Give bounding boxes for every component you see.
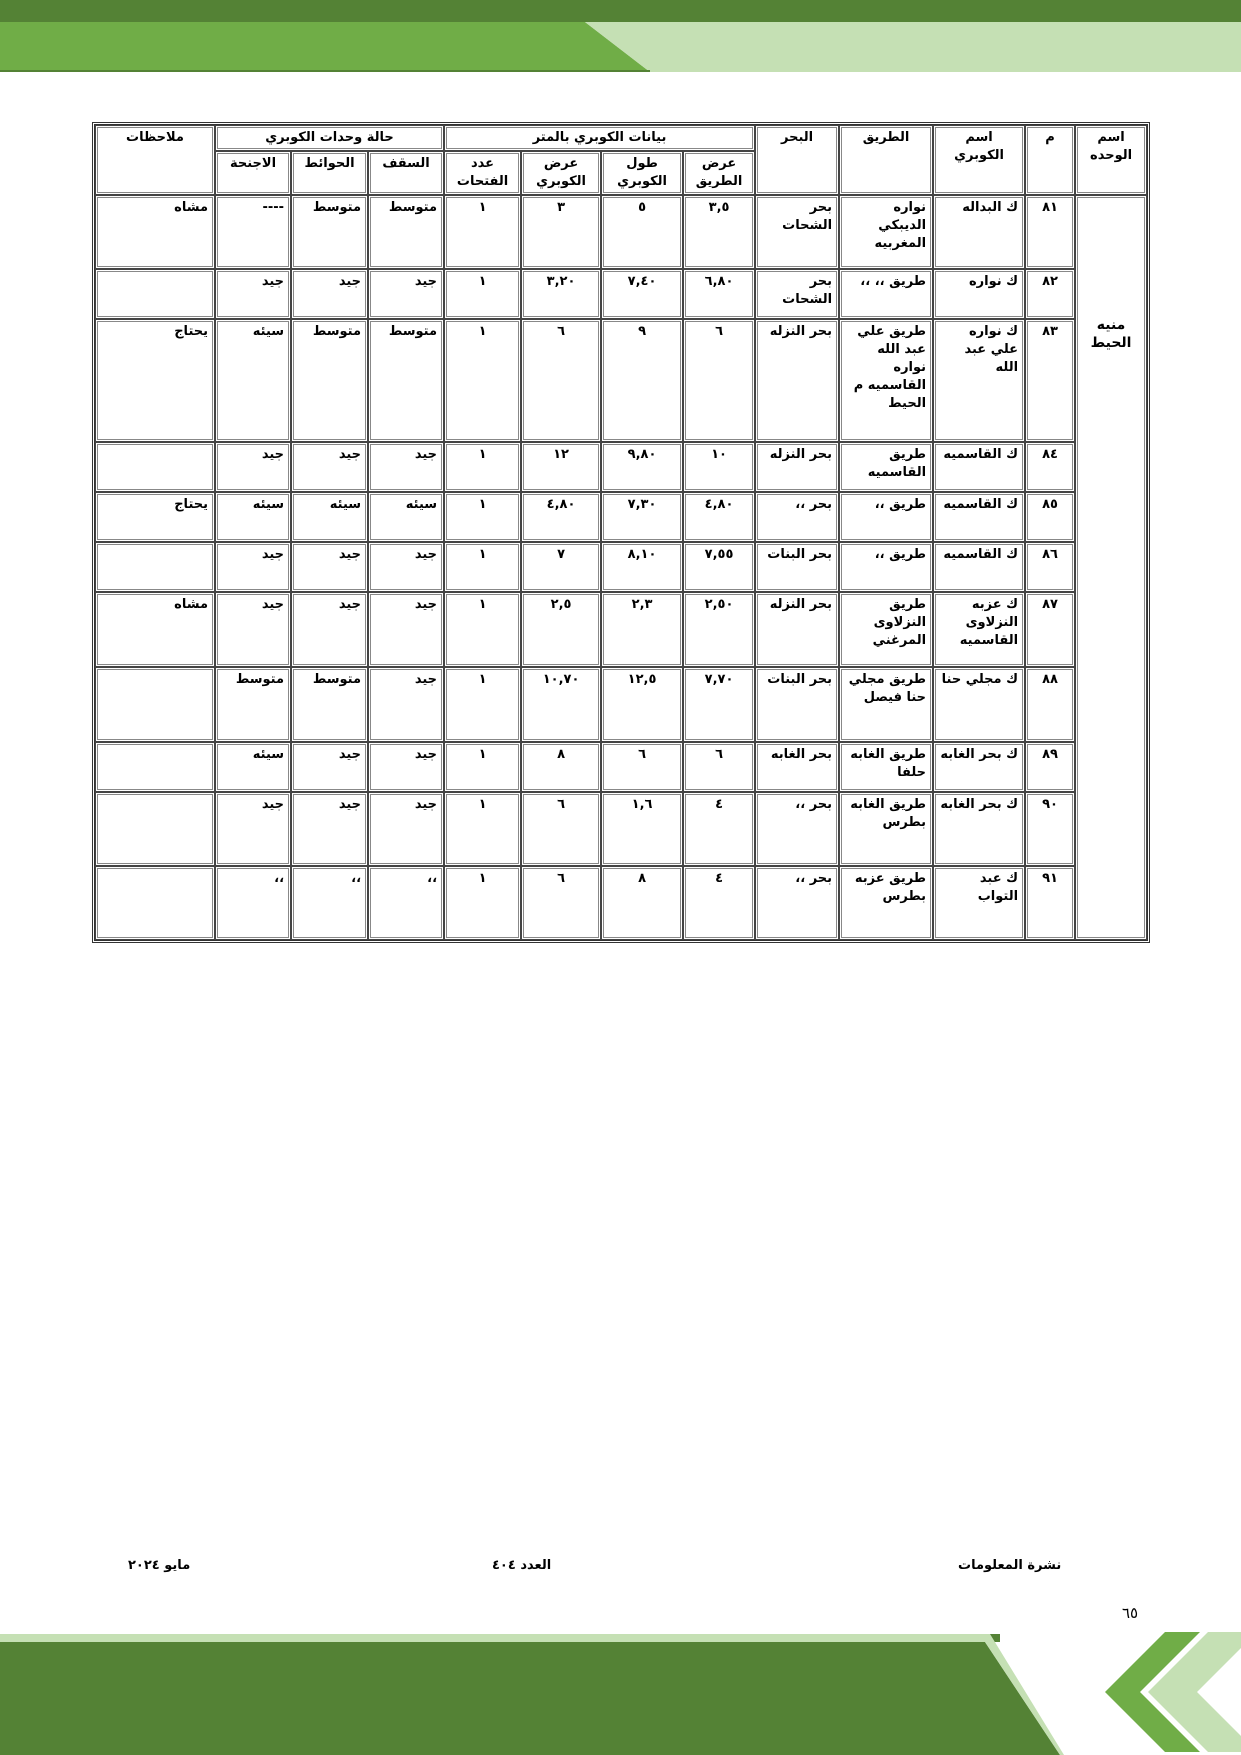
cell-road: طريق ،، (839, 542, 933, 592)
cell-ceiling: جيد (368, 269, 444, 319)
cell-bridge-width: ١٠,٧٠ (521, 667, 601, 742)
cell-ceiling: متوسط (368, 195, 444, 269)
cell-bridge-width: ١٢ (521, 442, 601, 492)
cell-bridge-length: ٢,٣ (601, 592, 683, 667)
cell-name: ك بحر الغابه (933, 742, 1025, 792)
table-row (95, 269, 1147, 319)
cell-wings: جيد (215, 269, 291, 319)
cell-notes (95, 866, 215, 940)
cell-road: طريق ،، ،، (839, 269, 933, 319)
cell-sea: بحر البنات (755, 542, 839, 592)
cell-openings: ١ (444, 792, 521, 866)
header-road: الطريق (839, 125, 933, 195)
cell-bridge-length: ٦ (601, 742, 683, 792)
cell-openings: ١ (444, 866, 521, 940)
cell-ceiling: جيد (368, 442, 444, 492)
cell-bridge-length: ١٢,٥ (601, 667, 683, 742)
cell-wings: جيد (215, 592, 291, 667)
cell-bridge-width: ٦ (521, 792, 601, 866)
cell-m: ٨٤ (1025, 442, 1075, 492)
cell-name: ك عزبه النزلاوى القاسميه (933, 592, 1025, 667)
cell-road-width: ٧,٧٠ (683, 667, 755, 742)
cell-notes: مشاه (95, 195, 215, 269)
cell-sea: بحر ،، (755, 792, 839, 866)
cell-bridge-length: ١,٦ (601, 792, 683, 866)
cell-bridge-width: ٣,٢٠ (521, 269, 601, 319)
header-group-state: حالة وحدات الكوبري (215, 125, 444, 151)
table-row (95, 492, 1147, 542)
cell-ceiling: سيئه (368, 492, 444, 542)
cell-road: طريق النزلاوى المرغني (839, 592, 933, 667)
header-group-data: بيانات الكوبري بالمتر (444, 125, 755, 151)
footer-issue: العدد ٤٠٤ (492, 1558, 552, 1573)
cell-notes: مشاه (95, 592, 215, 667)
cell-bridge-width: ٣ (521, 195, 601, 269)
cell-wings: ---- (215, 195, 291, 269)
cell-bridge-length: ٨ (601, 866, 683, 940)
cell-road: طريق عزبه بطرس (839, 866, 933, 940)
cell-openings: ١ (444, 269, 521, 319)
cell-road: طريق القاسميه (839, 442, 933, 492)
cell-bridge-length: ٥ (601, 195, 683, 269)
page-number: ٦٥ (1122, 1604, 1139, 1622)
cell-walls: متوسط (291, 319, 368, 442)
cell-road-width: ٦ (683, 319, 755, 442)
cell-walls: جيد (291, 442, 368, 492)
cell-road-width: ٧,٥٥ (683, 542, 755, 592)
header-banner (0, 0, 1241, 74)
cell-notes (95, 442, 215, 492)
header-ceiling: السقف (368, 151, 444, 195)
cell-notes (95, 269, 215, 319)
cell-ceiling: متوسط (368, 319, 444, 442)
cell-openings: ١ (444, 542, 521, 592)
header-bridge-width: عرض الكوبري (521, 151, 601, 195)
cell-m: ٨٣ (1025, 319, 1075, 442)
cell-ceiling: جيد (368, 792, 444, 866)
cell-road-width: ٢,٥٠ (683, 592, 755, 667)
cell-road-width: ٤ (683, 792, 755, 866)
cell-bridge-length: ٧,٤٠ (601, 269, 683, 319)
cell-road-width: ٤,٨٠ (683, 492, 755, 542)
cell-m: ٨٥ (1025, 492, 1075, 542)
header-wings: الاجنحة (215, 151, 291, 195)
cell-wings: جيد (215, 792, 291, 866)
cell-notes (95, 667, 215, 742)
cell-openings: ١ (444, 195, 521, 269)
cell-m: ٨٦ (1025, 542, 1075, 592)
table-row (95, 542, 1147, 592)
table-row (95, 742, 1147, 792)
cell-name: ك عبد التواب (933, 866, 1025, 940)
cell-ceiling: جيد (368, 542, 444, 592)
cell-wings: جيد (215, 442, 291, 492)
cell-sea: بحر النزله (755, 442, 839, 492)
cell-sea: بحر ،، (755, 866, 839, 940)
cell-walls: متوسط (291, 667, 368, 742)
cell-bridge-length: ٩ (601, 319, 683, 442)
cell-name: ك القاسميه (933, 492, 1025, 542)
footer-date: مايو ٢٠٢٤ (128, 1558, 191, 1573)
cell-sea: بحر البنات (755, 667, 839, 742)
cell-sea: بحر النزله (755, 319, 839, 442)
cell-sea: بحر النزله (755, 592, 839, 667)
cell-openings: ١ (444, 319, 521, 442)
cell-road: طريق الغابه بطرس (839, 792, 933, 866)
cell-wings: سيئه (215, 742, 291, 792)
cell-road-width: ٣,٥ (683, 195, 755, 269)
cell-m: ٨١ (1025, 195, 1075, 269)
cell-walls: جيد (291, 542, 368, 592)
cell-name: ك بحر الغابه (933, 792, 1025, 866)
cell-walls: متوسط (291, 195, 368, 269)
table-row (95, 667, 1147, 742)
cell-bridge-length: ٩,٨٠ (601, 442, 683, 492)
cell-bridge-width: ٦ (521, 319, 601, 442)
bridges-table (92, 122, 1150, 943)
cell-road-width: ٦,٨٠ (683, 269, 755, 319)
cell-road: طريق علي عبد الله نواره القاسميه م الحيط (839, 319, 933, 442)
footer-publication: نشرة المعلومات (958, 1558, 1062, 1573)
cell-wings: متوسط (215, 667, 291, 742)
cell-notes (95, 792, 215, 866)
cell-bridge-width: ٢,٥ (521, 592, 601, 667)
cell-name: ك البداله (933, 195, 1025, 269)
cell-openings: ١ (444, 442, 521, 492)
cell-name: ك نواره علي عبد الله (933, 319, 1025, 442)
table-row (95, 195, 1147, 269)
table-row (95, 866, 1147, 940)
table-row (95, 442, 1147, 492)
cell-name: ك القاسميه (933, 442, 1025, 492)
cell-name: ك القاسميه (933, 542, 1025, 592)
cell-walls: جيد (291, 592, 368, 667)
cell-ceiling: جيد (368, 742, 444, 792)
cell-sea: بحر الشحات (755, 269, 839, 319)
table-row (95, 792, 1147, 866)
cell-walls: ،، (291, 866, 368, 940)
cell-bridge-width: ٦ (521, 866, 601, 940)
cell-ceiling: جيد (368, 667, 444, 742)
cell-walls: سيئه (291, 492, 368, 542)
cell-road-width: ٤ (683, 866, 755, 940)
cell-road-width: ١٠ (683, 442, 755, 492)
cell-road-width: ٦ (683, 742, 755, 792)
cell-walls: جيد (291, 742, 368, 792)
cell-road: طريق الغابه حلفا (839, 742, 933, 792)
cell-bridge-length: ٨,١٠ (601, 542, 683, 592)
cell-bridge-width: ٧ (521, 542, 601, 592)
cell-notes: يحتاج (95, 492, 215, 542)
cell-bridge-length: ٧,٣٠ (601, 492, 683, 542)
cell-road: طريق ،، (839, 492, 933, 542)
footer-banner (0, 1630, 1241, 1755)
cell-ceiling: جيد (368, 592, 444, 667)
cell-m: ٨٩ (1025, 742, 1075, 792)
cell-name: ك مجلي حنا (933, 667, 1025, 742)
cell-m: ٩١ (1025, 866, 1075, 940)
cell-notes (95, 542, 215, 592)
cell-wings: سيئه (215, 492, 291, 542)
cell-walls: جيد (291, 792, 368, 866)
cell-sea: بحر الغابه (755, 742, 839, 792)
cell-openings: ١ (444, 742, 521, 792)
cell-m: ٨٧ (1025, 592, 1075, 667)
cell-openings: ١ (444, 667, 521, 742)
header-bridge-name: اسم الكوبري (933, 125, 1025, 195)
cell-road: نواره الديبكي المغربيه (839, 195, 933, 269)
header-walls: الحوائط (291, 151, 368, 195)
header-road-width: عرض الطريق (683, 151, 755, 195)
cell-openings: ١ (444, 492, 521, 542)
cell-notes: يحتاج (95, 319, 215, 442)
cell-road: طريق مجلي حنا فيصل (839, 667, 933, 742)
header-sea: البحر (755, 125, 839, 195)
header-unit: اسم الوحده (1075, 125, 1147, 195)
cell-openings: ١ (444, 592, 521, 667)
unit-cell: منيه الحيط (1075, 195, 1147, 940)
cell-bridge-width: ٤,٨٠ (521, 492, 601, 542)
cell-wings: ،، (215, 866, 291, 940)
cell-walls: جيد (291, 269, 368, 319)
cell-m: ٩٠ (1025, 792, 1075, 866)
cell-m: ٨٨ (1025, 667, 1075, 742)
cell-name: ك نواره (933, 269, 1025, 319)
bridges-table-container (92, 122, 1144, 943)
header-openings: عدد الفتحات (444, 151, 521, 195)
header-m: م (1025, 125, 1075, 195)
cell-m: ٨٢ (1025, 269, 1075, 319)
header-notes: ملاحظات (95, 125, 215, 195)
table-row (95, 319, 1147, 442)
cell-bridge-width: ٨ (521, 742, 601, 792)
cell-wings: جيد (215, 542, 291, 592)
cell-wings: سيئه (215, 319, 291, 442)
cell-sea: بحر ،، (755, 492, 839, 542)
cell-ceiling: ،، (368, 866, 444, 940)
cell-sea: بحر الشحات (755, 195, 839, 269)
cell-notes (95, 742, 215, 792)
header-row-1 (95, 125, 1147, 151)
header-bridge-length: طول الكوبري (601, 151, 683, 195)
table-row (95, 592, 1147, 667)
